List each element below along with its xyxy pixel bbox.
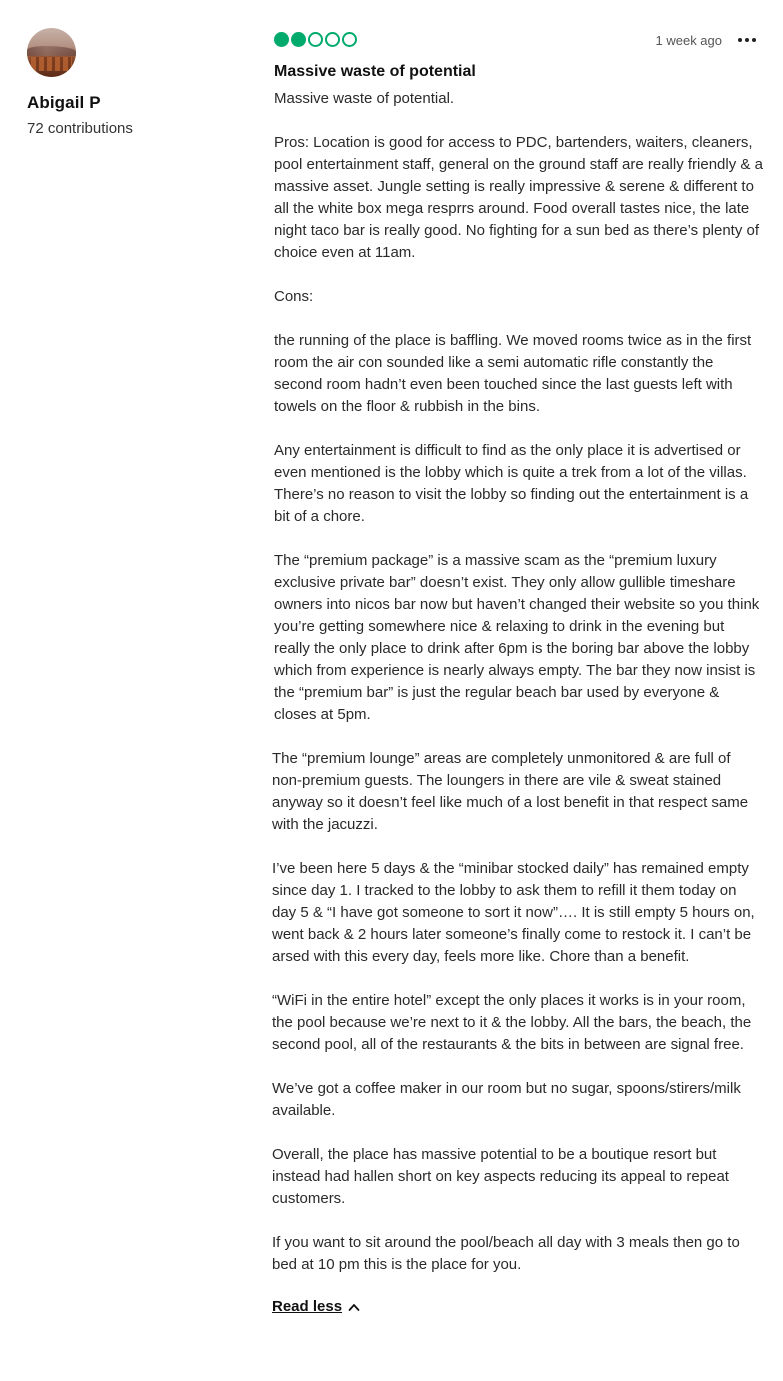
rating-bubble-empty bbox=[325, 32, 340, 47]
review-paragraph: the running of the place is baffling. We moved rooms twice as in the first room the air con sounded like a semi automatic rifle constantly the second room hadn’t even been touched since the last guests left with towels on the floor & rubbish in the bins. bbox=[274, 332, 752, 415]
review-paragraph: Cons: bbox=[274, 288, 314, 305]
rating-bubble-empty bbox=[308, 32, 323, 47]
review-body-continued bbox=[272, 748, 764, 1276]
more-dots-icon[interactable] bbox=[738, 32, 756, 48]
review-meta bbox=[656, 32, 757, 48]
avatar[interactable] bbox=[27, 28, 76, 77]
author-panel bbox=[27, 28, 247, 137]
read-less-button[interactable] bbox=[272, 1298, 360, 1315]
review-paragraph: “WiFi in the entire hotel” except the only places it works is in your room, the pool because we’re next to it & the lobby. All the bars, the beach, the second pool, all of the restaurants & the bits in between are signal free. bbox=[272, 992, 752, 1053]
review-paragraph: If you want to sit around the pool/beach all day with 3 meals then go to bed at 10 pm this is the place for you. bbox=[272, 1234, 740, 1273]
review-paragraph: Pros: Location is good for access to PDC, bartenders, waiters, cleaners, pool entertainment staff, general on the ground staff are really friendly & a massive asset. Jungle setting is really impressive & serene & different to all the white box mega resprrs around. Food overall tastes nice, the late night taco bar is really good. No fighting for a sun bed as there’s plenty of choice even at 11am. bbox=[274, 134, 763, 261]
rating-bubble-filled bbox=[274, 32, 289, 47]
review-paragraph: We’ve got a coffee maker in our room but no sugar, spoons/stirers/milk available. bbox=[272, 1080, 741, 1119]
review-paragraph: The “premium package” is a massive scam as the “premium luxury exclusive private bar” doesn’t exist. They only allow gullible timeshare owners into nicos bar now but haven’t changed their website so you think you’re getting somewhere nice & relaxing to drink in the evening but really the only place to drink after 6pm is the boring bar above the lobby which from experience is nearly always empty. The bar they now insist is the “premium bar” is just the regular beach bar used by everyone & closes at 5pm. bbox=[274, 552, 760, 723]
review-body bbox=[274, 88, 764, 726]
review-paragraph: The “premium lounge” areas are completely unmonitored & are full of non-premium guests. The loungers in there are vile & sweat stained anyway so it doesn’t feel like much of a lost benefit in that respect same with the jacuzzi. bbox=[272, 750, 749, 833]
rating-bubble-filled bbox=[291, 32, 306, 47]
review-paragraph: Any entertainment is difficult to find as the only place it is advertised or even mentioned is the lobby which is quite a trek from a lot of the villas. There’s no reason to visit the lobby so finding out the entertainment is a bit of a chore. bbox=[274, 442, 749, 525]
review-date: 1 week ago bbox=[655, 32, 722, 48]
review-content bbox=[274, 30, 764, 1316]
author-contributions: 72 contributions bbox=[27, 120, 133, 137]
chevron-up-icon bbox=[348, 1302, 360, 1312]
review-paragraph: Massive waste of potential. bbox=[274, 90, 455, 107]
review-paragraph: Overall, the place has massive potential to be a boutique resort but instead had hallen short on key aspects reducing its appeal to repeat customers. bbox=[272, 1146, 729, 1207]
review-title: Massive waste of potential bbox=[274, 63, 476, 80]
author-name[interactable]: Abigail P bbox=[27, 93, 101, 112]
read-less-label: Read less bbox=[272, 1298, 343, 1315]
review-paragraph: I’ve been here 5 days & the “minibar stocked daily” has remained empty since day 1. I tracked to the lobby to ask them to refill it them today on day 5 & “I have got someone to sort it now”…. It is still empty 5 hours on, went back & 2 hours later someone’s finally come to restock it. I can’t be arsed with this every day, feels more like. Chore than a benefit. bbox=[272, 860, 755, 965]
rating-bubble-empty bbox=[342, 32, 357, 47]
